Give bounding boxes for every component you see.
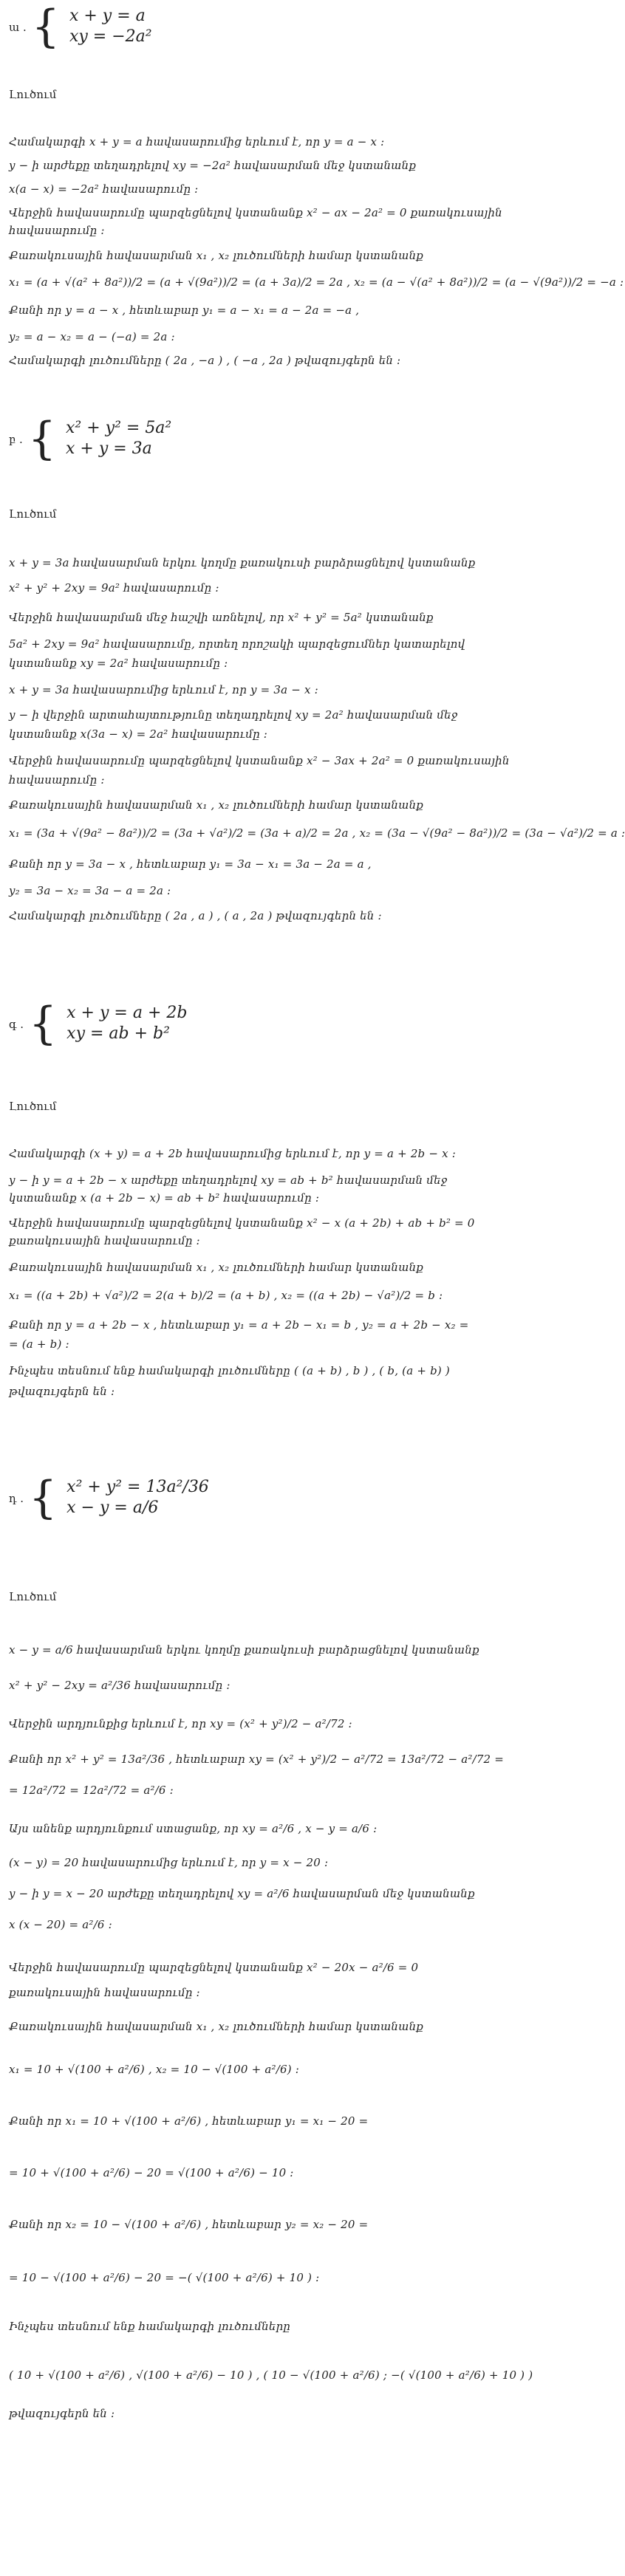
- system-label: դ .: [9, 1492, 24, 1505]
- text-line: ( 10 + √(100 + a²/6) , √(100 + a²/6) − 10 ) , ( 10 − √(100 + a²/6) ; −( √(100 + a²/6) + 10 ) ): [9, 2368, 533, 2382]
- text-line: Վերջին արդյունքից երևում է, որ xy = (x² + y²)/2 − a²/72 :: [9, 1717, 352, 1730]
- system-d: [9, 1472, 209, 1524]
- text-line: քառակուսային հավասարումը :: [9, 1234, 200, 1247]
- text-line: կստանանք x(3a − x) = 2a² հավասարումը :: [9, 727, 268, 741]
- text-line: Վերջին հավասարումը պարզեցնելով կստանանք x² − ax − 2a² = 0 քառակուսային: [9, 206, 502, 219]
- text-line: Ինչպես տեսնում ենք համակարգի լուծումները ( (a + b) , b ) , ( b, (a + b) ): [9, 1364, 450, 1377]
- text-line: Ինչպես տեսնում ենք համակարգի լուծումները: [9, 2320, 291, 2333]
- equation-2: xy = −2a²: [69, 27, 152, 46]
- system-label: ա .: [9, 21, 27, 34]
- equation-1: x² + y² = 13a²/36: [66, 1478, 209, 1496]
- brace-icon: {: [28, 998, 58, 1049]
- text-line: Վերջին հավասարումը պարզեցնելով կստանանք x² − x (a + 2b) + ab + b² = 0: [9, 1216, 475, 1230]
- text-line: x² + y² − 2xy = a²/36 հավասարումը :: [9, 1679, 230, 1692]
- text-line: հավասարումը :: [9, 224, 105, 237]
- text-line: x + y = 3a հավասարման երկու կողմը քառակուսի բարձրացնելով կստանանք: [9, 556, 476, 569]
- text-line: Այս անենք արդյունքում ստացանք, որ xy = a²/6 , x − y = a/6 :: [9, 1822, 378, 1835]
- equation-2: xy = ab + b²: [66, 1024, 170, 1043]
- text-line: Քառակուսային հավասարման x₁ , x₂ լուծումների համար կստանանք: [9, 2020, 424, 2033]
- text-line: թվազույգերն են :: [9, 2407, 115, 2420]
- text-line: քառակուսային հավասարումը :: [9, 1986, 200, 1999]
- text-line: = 12a²/72 = 12a²/72 = a²/6 :: [9, 1784, 174, 1797]
- text-line: y₂ = a − x₂ = a − (−a) = 2a :: [9, 330, 175, 343]
- text-line: y − ի վերջին արտահայտությունը տեղադրելով xy = 2a² հավասարման մեջ: [9, 708, 458, 722]
- text-line: Վերջին հավասարումը պարզեցնելով կստանանք x² − 3ax + 2a² = 0 քառակուսային: [9, 754, 510, 767]
- text-line: Քառակուսային հավասարման x₁ , x₂ լուծումների համար կստանանք: [9, 798, 424, 812]
- text-line: x + y = 3a հավասարումից երևում է, որ y = 3a − x :: [9, 683, 318, 696]
- equation-1: x² + y² = 5a²: [66, 419, 172, 437]
- text-line: Քանի որ x² + y² = 13a²/36 , հետևաբար xy = (x² + y²)/2 − a²/72 = 13a²/72 − a²/72 =: [9, 1753, 505, 1766]
- text-line: = 10 − √(100 + a²/6) − 20 = −( √(100 + a²/6) + 10 ) :: [9, 2271, 320, 2284]
- equation-2: x − y = a/6: [66, 1498, 159, 1517]
- text-line: y − ի y = x − 20 արժեքը տեղադրելով xy = a²/6 հավասարման մեջ կստանանք: [9, 1887, 475, 1900]
- brace-icon: {: [27, 413, 56, 465]
- text-line: Քանի որ y = a + 2b − x , հետևաբար y₁ = a + 2b − x₁ = b , y₂ = a + 2b − x₂ =: [9, 1318, 469, 1332]
- text-line: կստանանք xy = 2a² հավասարումը :: [9, 657, 228, 670]
- text-line: x₁ = (3a + √(9a² − 8a²))/2 = (3a + √a²)/2 = (3a + a)/2 = 2a , x₂ = (3a − √(9a² − 8a²))/2 = (3a − √a²)/2 = a :: [9, 826, 625, 840]
- brace-icon: {: [31, 1, 60, 52]
- equation-1: x + y = a: [69, 7, 146, 25]
- text-line: թվազույգերն են :: [9, 1385, 115, 1398]
- text-line: Վերջին հավասարումը պարզեցնելով կստանանք x² − 20x − a²/6 = 0: [9, 1961, 419, 1974]
- text-line: Քառակուսային հավասարման x₁ , x₂ լուծումների համար կստանանք: [9, 1261, 424, 1274]
- system-label: գ .: [9, 1018, 24, 1031]
- text-line: x₁ = (a + √(a² + 8a²))/2 = (a + √(9a²))/2 = (a + 3a)/2 = 2a , x₂ = (a − √(a² + 8a²))/2 = (a − √(9a²))/2 = −a :: [9, 275, 624, 289]
- system-c: [9, 998, 188, 1049]
- equation-1: x + y = a + 2b: [66, 1004, 188, 1022]
- text-line: Քառակուսային հավասարման x₁ , x₂ լուծումների համար կստանանք: [9, 249, 424, 262]
- brace-icon: {: [28, 1472, 58, 1524]
- text-line: y − ի y = a + 2b − x արժեքը տեղադրելով xy = ab + b² հավասարման մեջ: [9, 1174, 448, 1187]
- solution-heading: Լուծում: [9, 1100, 57, 1113]
- solution-heading: Լուծում: [9, 1590, 57, 1603]
- text-line: y₂ = 3a − x₂ = 3a − a = 2a :: [9, 884, 171, 897]
- equation-2: x + y = 3a: [66, 439, 152, 458]
- text-line: x² + y² + 2xy = 9a² հավասարումը :: [9, 581, 219, 595]
- text-line: x(a − x) = −2a² հավասարումը :: [9, 182, 199, 196]
- solution-heading: Լուծում: [9, 88, 57, 101]
- text-line: Քանի որ y = a − x , հետևաբար y₁ = a − x₁ = a − 2a = −a ,: [9, 304, 360, 317]
- text-line: Քանի որ x₂ = 10 − √(100 + a²/6) , հետևաբար y₂ = x₂ − 20 =: [9, 2218, 369, 2231]
- text-line: x₁ = 10 + √(100 + a²/6) , x₂ = 10 − √(100 + a²/6) :: [9, 2063, 299, 2076]
- text-line: x − y = a/6 հավասարման երկու կողմը քառակուսի բարձրացնելով կստանանք: [9, 1643, 479, 1657]
- text-line: x (x − 20) = a²/6 :: [9, 1918, 112, 1931]
- text-line: Քանի որ y = 3a − x , հետևաբար y₁ = 3a − x₁ = 3a − 2a = a ,: [9, 857, 372, 871]
- system-b: [9, 413, 172, 465]
- text-line: = (a + b) :: [9, 1337, 69, 1351]
- text-line: 5a² + 2xy = 9a² հավասարումը, որտեղ որոշակի պարզեցումներ կատարելով: [9, 637, 465, 651]
- text-line: x₁ = ((a + 2b) + √a²)/2 = 2(a + b)/2 = (a + b) , x₂ = ((a + 2b) − √a²)/2 = b :: [9, 1289, 443, 1302]
- solution-heading: Լուծում: [9, 507, 57, 521]
- text-line: y − ի արժեքը տեղադրելով xy = −2a² հավասարման մեջ կստանանք: [9, 159, 417, 172]
- text-line: = 10 + √(100 + a²/6) − 20 = √(100 + a²/6) − 10 :: [9, 2166, 294, 2179]
- text-line: Համակարգի (x + y) = a + 2b հավասարումից երևում է, որ y = a + 2b − x :: [9, 1147, 456, 1160]
- text-line: Քանի որ x₁ = 10 + √(100 + a²/6) , հետևաբար y₁ = x₁ − 20 =: [9, 2114, 369, 2128]
- system-a: [9, 1, 152, 52]
- text-line: Համակարգի լուծումները ( 2a , a ) , ( a , 2a ) թվազույգերն են :: [9, 909, 382, 922]
- text-line: կստանանք x (a + 2b − x) = ab + b² հավասարումը :: [9, 1191, 320, 1205]
- text-line: Վերջին հավասարման մեջ հաշվի առնելով, որ x² + y² = 5a² կստանանք: [9, 611, 434, 624]
- text-line: (x − y) = 20 հավասարումից երևում է, որ y = x − 20 :: [9, 1856, 329, 1869]
- text-line: Համակարգի x + y = a հավասարումից երևում է, որ y = a − x :: [9, 135, 385, 148]
- text-line: հավասարումը :: [9, 773, 105, 787]
- system-label: բ .: [9, 433, 23, 446]
- text-line: Համակարգի լուծումները ( 2a , −a ) , ( −a , 2a ) թվազույգերն են :: [9, 354, 401, 367]
